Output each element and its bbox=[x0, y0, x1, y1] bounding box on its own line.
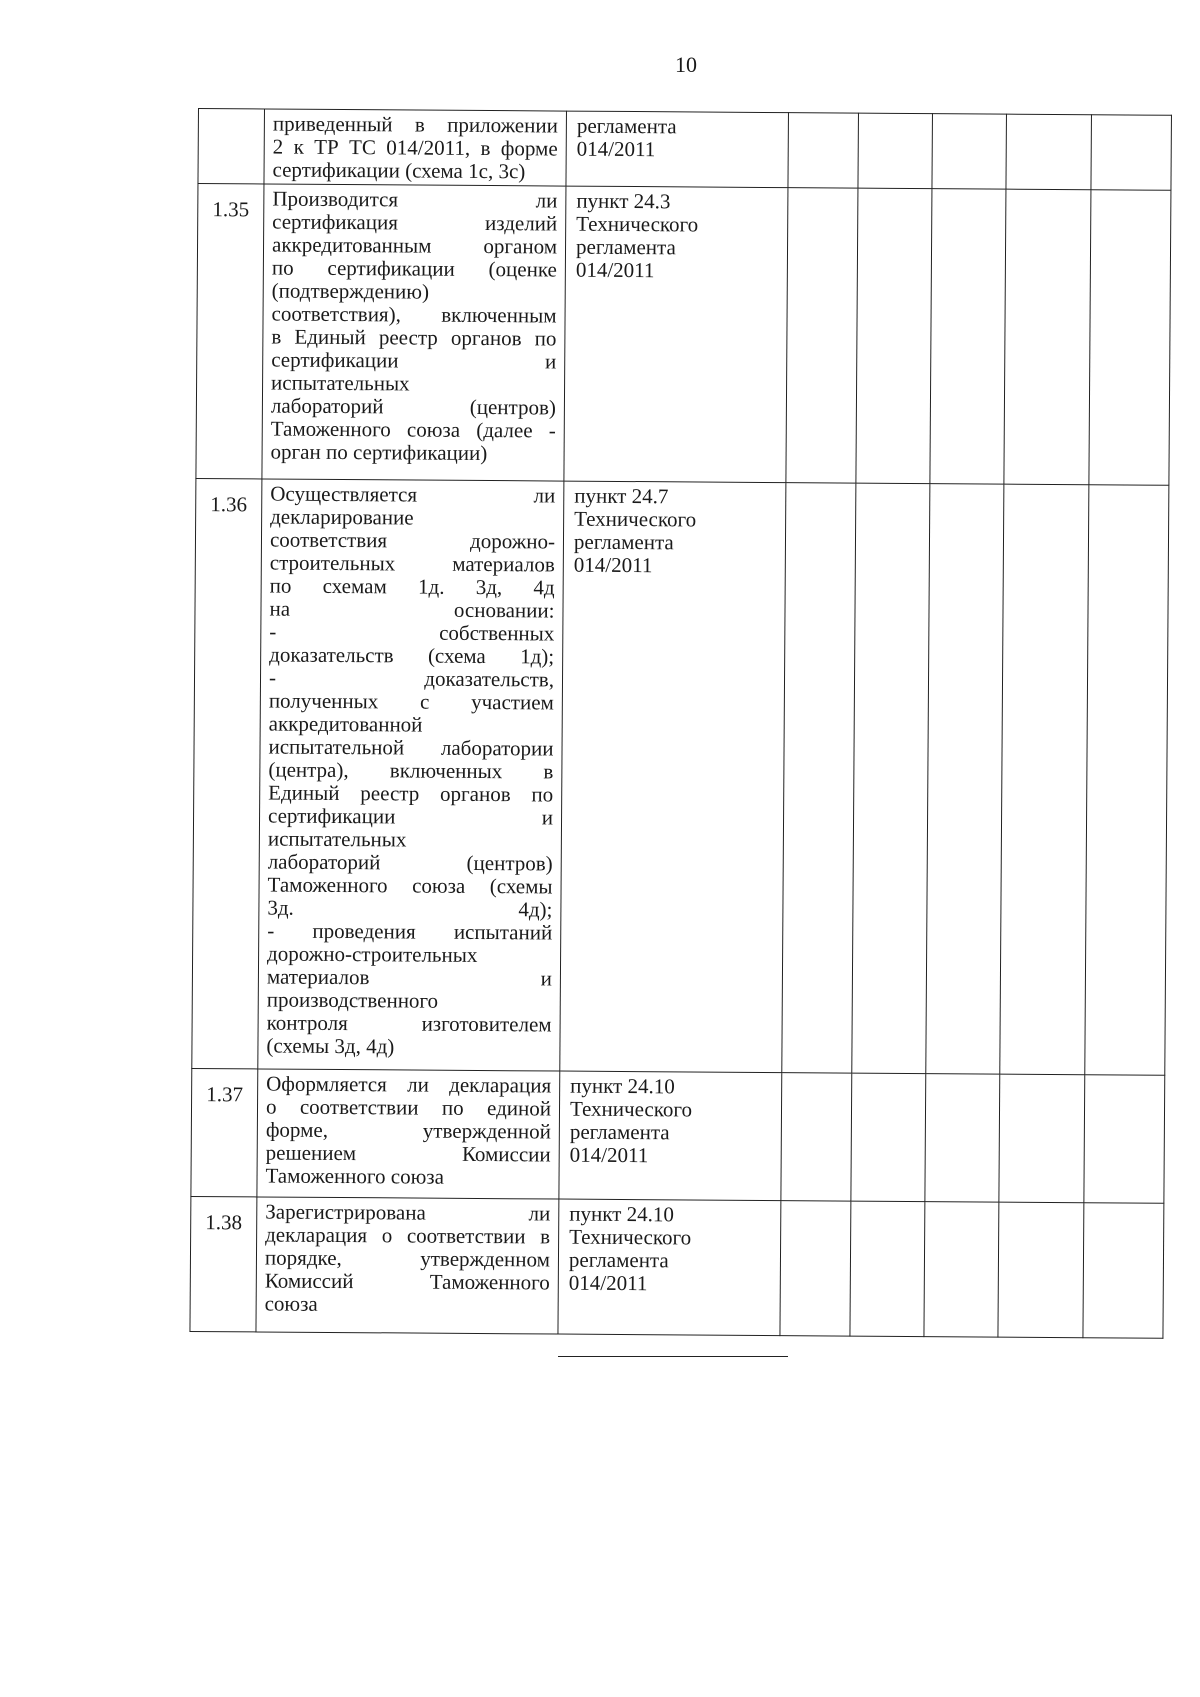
reference-line: Технического bbox=[569, 1224, 692, 1250]
question-line: (схемы 3д, 4д) bbox=[266, 1033, 395, 1059]
question-line: лабораторий (центров) bbox=[270, 393, 557, 420]
requirement-question bbox=[264, 109, 567, 186]
answer-cell bbox=[1083, 1203, 1164, 1339]
question-line: (центра), включенных в bbox=[268, 757, 554, 784]
item-number: 1.37 bbox=[191, 1068, 258, 1196]
answer-cell bbox=[926, 484, 1004, 1075]
question-line: доказательств (схема 1д); bbox=[269, 642, 555, 669]
regulation-reference bbox=[559, 1071, 782, 1201]
answer-cell bbox=[851, 1073, 926, 1202]
question-line: полученных с участием bbox=[268, 688, 554, 715]
question-line: испытательных bbox=[267, 826, 407, 852]
reference-line: Технического bbox=[569, 1096, 693, 1122]
end-of-table-rule bbox=[558, 1356, 788, 1357]
table-row bbox=[192, 478, 1169, 1075]
reference-line: пункт 24.10 bbox=[569, 1201, 674, 1227]
answer-cell bbox=[780, 1201, 851, 1336]
answer-cell bbox=[1084, 1075, 1165, 1204]
reference-line: регламента bbox=[568, 1247, 669, 1273]
reference-line: регламента bbox=[575, 234, 676, 260]
regulation-reference bbox=[564, 186, 788, 483]
question-line: приведенный в приложении bbox=[272, 111, 558, 138]
answer-cell bbox=[932, 114, 1007, 190]
reference-line: Технического bbox=[574, 506, 697, 532]
reference-line: Технического bbox=[576, 211, 699, 237]
answer-cell bbox=[998, 1202, 1084, 1338]
question-line: - проведения испытаний bbox=[267, 918, 553, 945]
question-line: Таможенного союза (схемы bbox=[267, 872, 553, 899]
reference-line: регламента bbox=[569, 1119, 670, 1145]
question-line: порядке, утвержденном bbox=[264, 1245, 551, 1272]
checklist-table bbox=[189, 108, 1172, 1339]
answer-cell bbox=[1000, 484, 1089, 1075]
question-line: Таможенного союза bbox=[265, 1163, 445, 1189]
question-line: - собственных bbox=[269, 619, 555, 646]
answer-cell bbox=[999, 1074, 1085, 1203]
table-row bbox=[198, 109, 1171, 191]
answer-cell bbox=[852, 483, 930, 1074]
question-line: (подтверждению) bbox=[271, 278, 430, 304]
question-line: сертификация изделий bbox=[272, 209, 558, 236]
answer-cell bbox=[1004, 189, 1091, 485]
answer-cell bbox=[930, 189, 1006, 485]
table-row bbox=[190, 1196, 1164, 1338]
requirement-question bbox=[258, 479, 564, 1071]
question-line: строительных материалов bbox=[269, 550, 555, 577]
question-line: соответствия), включенным bbox=[271, 301, 557, 328]
question-line: испытательной лаборатории bbox=[268, 734, 554, 761]
regulation-reference bbox=[566, 111, 789, 188]
reference-line: пункт 24.7 bbox=[574, 483, 669, 509]
question-line: форме, утвержденной bbox=[265, 1117, 551, 1144]
question-line: сертификации (схема 1с, 3с) bbox=[272, 157, 526, 184]
question-line: Таможенного союза (далее - bbox=[270, 416, 556, 443]
reference-line: пункт 24.3 bbox=[576, 188, 671, 214]
question-line: Комиссий Таможенного bbox=[264, 1268, 550, 1295]
question-line: Производится ли bbox=[272, 186, 558, 213]
question-line: Зарегистрирована ли bbox=[265, 1199, 551, 1226]
question-line: - доказательств, bbox=[268, 665, 555, 692]
question-line: о соответствии по единой bbox=[265, 1094, 552, 1121]
item-number bbox=[198, 109, 265, 184]
regulation-reference bbox=[558, 1199, 781, 1336]
reference-line: 014/2011 bbox=[575, 257, 655, 283]
question-line: Оформляется ли декларация bbox=[266, 1071, 552, 1098]
answer-cell bbox=[1006, 114, 1092, 190]
question-line: по сертификации (оценке bbox=[271, 255, 557, 282]
reference-line: 014/2011 bbox=[573, 552, 653, 578]
answer-cell bbox=[850, 1201, 925, 1337]
page-number: 10 bbox=[675, 52, 697, 77]
answer-cell bbox=[924, 1202, 999, 1338]
question-line: производственного bbox=[266, 987, 439, 1013]
answer-cell bbox=[786, 188, 858, 483]
question-line: 2 к ТР ТС 014/2011, в форме bbox=[272, 134, 558, 161]
question-line: материалов и bbox=[266, 964, 553, 991]
question-line: Единый реестр органов по bbox=[268, 780, 554, 807]
question-line: испытательных bbox=[271, 370, 410, 396]
question-line: аккредитованным органом bbox=[271, 232, 558, 259]
answer-cell bbox=[788, 113, 859, 188]
question-line: лабораторий (центров) bbox=[267, 849, 553, 876]
question-line: сертификации и bbox=[267, 803, 554, 830]
answer-cell bbox=[1085, 485, 1169, 1076]
answer-cell bbox=[925, 1074, 1000, 1203]
question-line: сертификации и bbox=[271, 347, 557, 374]
question-line: решением Комиссии bbox=[265, 1140, 551, 1167]
question-line: дорожно-строительных bbox=[267, 941, 478, 967]
regulation-reference bbox=[560, 481, 786, 1073]
answer-cell bbox=[856, 188, 932, 484]
question-line: союза bbox=[264, 1291, 318, 1316]
item-number: 1.35 bbox=[196, 184, 264, 479]
answer-cell bbox=[858, 113, 933, 189]
reference-line: пункт 24.10 bbox=[570, 1073, 675, 1099]
question-line: контроля изготовителем bbox=[266, 1010, 552, 1037]
question-line: аккредитованной bbox=[268, 711, 423, 737]
question-line: на основании: bbox=[269, 596, 555, 623]
answer-cell bbox=[781, 1073, 852, 1201]
item-number: 1.38 bbox=[190, 1196, 257, 1331]
reference-line: регламента bbox=[573, 529, 674, 555]
answer-cell bbox=[1089, 190, 1171, 486]
requirement-question bbox=[256, 1197, 559, 1334]
reference-line: 014/2011 bbox=[576, 136, 656, 162]
answer-cell bbox=[1091, 115, 1172, 191]
question-line: декларирование bbox=[270, 504, 414, 530]
question-line: орган по сертификации) bbox=[270, 439, 488, 466]
table-row bbox=[191, 1068, 1165, 1203]
reference-line: регламента bbox=[576, 113, 677, 139]
question-line: в Единый реестр органов по bbox=[271, 324, 557, 351]
item-number: 1.36 bbox=[192, 478, 262, 1068]
question-line: Осуществляется ли bbox=[270, 481, 556, 508]
question-line: 3д. 4д); bbox=[267, 895, 553, 922]
requirement-question bbox=[257, 1069, 560, 1199]
reference-line: 014/2011 bbox=[569, 1142, 649, 1168]
table-row bbox=[196, 184, 1171, 486]
question-line: соответствия дорожно- bbox=[269, 527, 556, 554]
question-line: декларация о соответствии в bbox=[265, 1222, 551, 1249]
question-line: по схемам 1д. 3д, 4д bbox=[269, 573, 555, 600]
answer-cell bbox=[782, 483, 856, 1073]
requirement-question bbox=[262, 184, 566, 481]
reference-line: 014/2011 bbox=[568, 1270, 648, 1296]
table-body bbox=[190, 109, 1172, 1339]
